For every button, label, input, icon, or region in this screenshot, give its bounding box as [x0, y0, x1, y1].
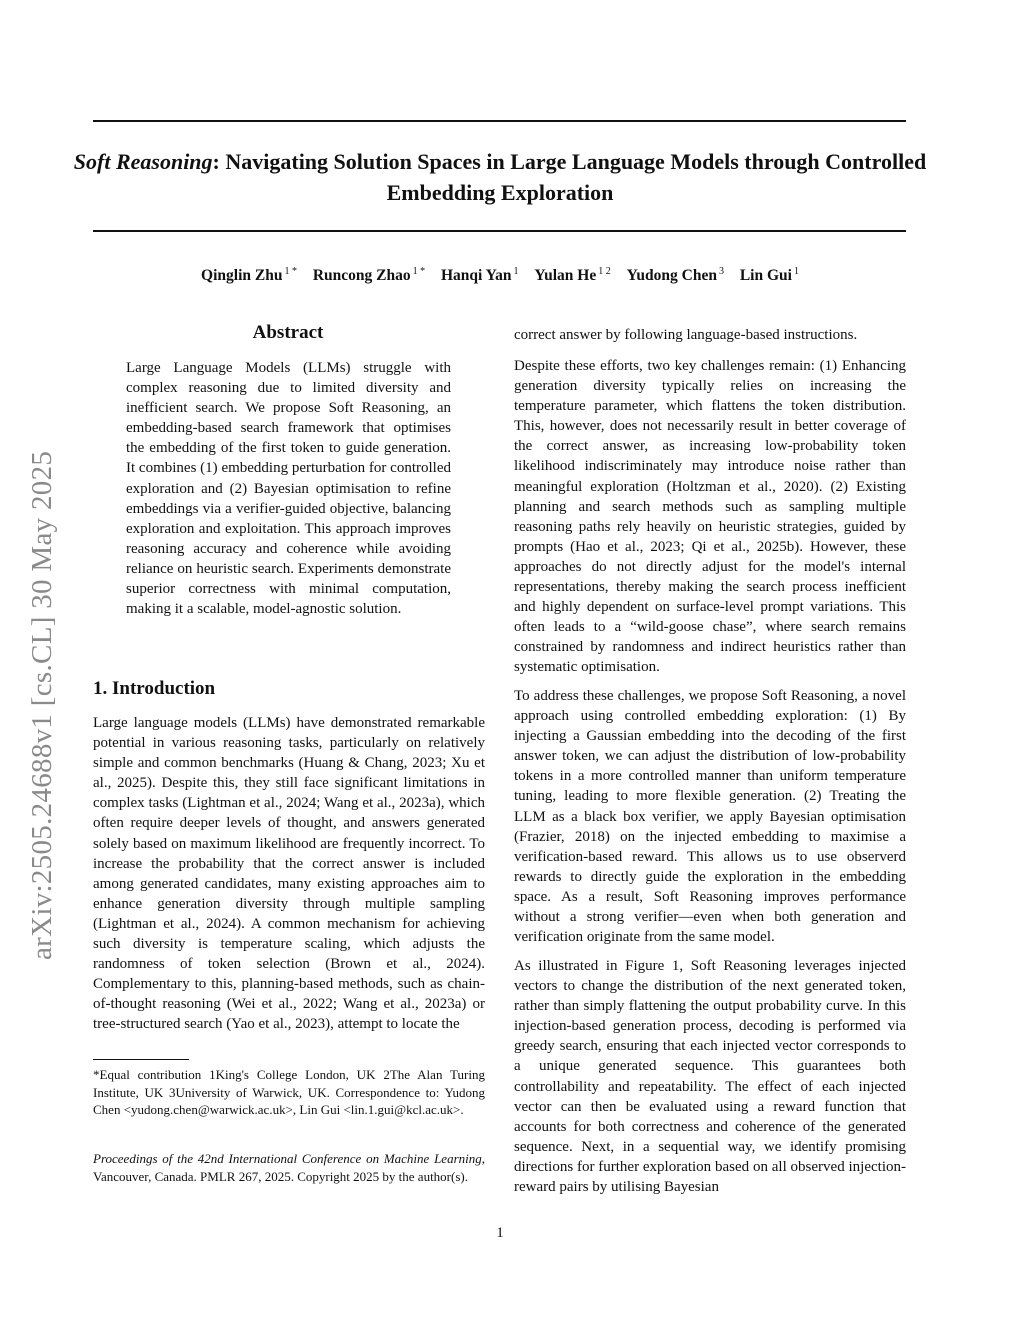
author: Lin Gui $^1$ — [739, 266, 799, 285]
author: Runcong Zhao $^{1 *}$ — [312, 266, 426, 285]
abstract-heading: Abstract — [252, 322, 324, 343]
title-bottom-rule — [93, 230, 906, 232]
author: Qinglin Zhu $^{1 *}$ — [201, 266, 297, 285]
author-list — [80, 266, 920, 285]
affiliation-footnote: *Equal contribution 1King's College London, UK 2The Alan Turing Institute, UK 3University of Warwick, UK. Correspondence to: Yudong Chen <yudong.chen@warwick.ac.uk>, Lin Gui <lin.1.gui@kcl.ac.uk>. — [93, 1067, 485, 1117]
right-paragraph-4: As illustrated in Figure 1, Soft Reasoning leverages injected vectors to change the distribution of the next generated token, rather than simply flattening the output probability curve. In this injection-based generation process, decoding is performed via greedy search, ensuring that each injected vector corresponds to a unique generated sequence. This guarantees both controllability and repeatability. The effect of each injected vector can then be evaluated using a reward function that accounts for both correctness and coherence of the generated sequence. Next, in a sequential way, we identify promising directions for further exploration based on all observed injection-reward pairs by utilising Bayesian — [514, 958, 906, 1196]
proceedings-note — [93, 1150, 485, 1185]
author: Hanqi Yan $^1$ — [440, 266, 519, 285]
abstract-text: Large Language Models (LLMs) struggle with complex reasoning due to limited diversity and inefficient search. We propose Soft Reasoning, an embedding-based search framework that optimises the embedding of the first token to guide generation. It combines (1) embedding perturbation for controlled exploration and (2) Bayesian optimisation to refine embeddings via a verifier-guided objective, balancing exploration and exploitation. This approach improves reasoning accuracy and coherence while avoiding reliance on heuristic search. Experiments demonstrate superior correctness with minimal computation, making it a scalable, model-agnostic solution. — [126, 360, 451, 618]
page-number: 1 — [496, 1225, 504, 1241]
author: Yulan He $^{1 2}$ — [534, 266, 611, 285]
proceedings-venue: Proceedings of the 42nd International Conference on Machine Learning — [93, 1151, 482, 1166]
author: Yudong Chen $^3$ — [626, 266, 724, 285]
title-emphasis: Soft Reasoning — [73, 149, 213, 174]
proceedings-details: , Vancouver, Canada. PMLR 267, 2025. Copyright 2025 by the author(s). — [93, 1151, 485, 1184]
right-paragraph-2: Despite these efforts, two key challenges remain: (1) Enhancing generation diversity typically relies on increasing the temperature parameter, which flattens the token distribution. This, however, does not necessarily result in better coverage of the correct answer, as increasing low-probability token likelihood indiscriminately may introduce noise rather than meaningful exploration (Holtzman et al., 2020). (2) Existing planning and search methods such as sampling multiple reasoning paths rely heavily on heuristic strategies, guided by prompts (Hao et al., 2023; Qi et al., 2025b). However, these approaches do not directly adjust for the model's internal representations, thereby making the search process inefficient and highly dependent on surface-level prompt variations. This often leads to a “wild-goose chase”, where search remains constrained by randomness and indirect heuristics rather than systematic optimisation. — [514, 358, 906, 676]
right-paragraph-1: correct answer by following language-based instructions. — [514, 327, 858, 343]
paper-title — [70, 146, 930, 208]
title-rest: : Navigating Solution Spaces in Large Language Models through Controlled Embedding Exploration — [212, 149, 927, 205]
footnote-rule — [93, 1059, 189, 1060]
title-top-rule — [93, 120, 906, 122]
intro-paragraph: Large language models (LLMs) have demonstrated remarkable potential in various reasoning tasks, particularly on relatively simple and common benchmarks (Huang & Chang, 2023; Xu et al., 2025). Despite this, they still face significant limitations in complex tasks (Lightman et al., 2024; Wang et al., 2023a), which often require deeper levels of thought, and answers generated solely based on maximum likelihood are frequently incorrect. To increase the probability that the correct answer is included among generated candidates, many existing approaches aim to enhance generation diversity through multiple sampling (Lightman et al., 2024). A common mechanism for achieving such diversity is temperature scaling, which adjusts the randomness of token selection (Brown et al., 2024). Complementary to this, planning-based methods, such as chain-of-thought reasoning (Wei et al., 2022; Wang et al., 2023a) or tree-structured search (Yao et al., 2023), attempt to locate the — [93, 715, 485, 1033]
right-paragraph-3: To address these challenges, we propose Soft Reasoning, a novel approach using controlled embedding exploration: (1) By injecting a Gaussian embedding into the decoding of the first answer token, we can adjust the distribution of low-probability tokens in a more controlled manner than uniform temperature tuning, leading to more flexible generation. (2) Treating the LLM as a black box verifier, we apply Bayesian optimisation (Frazier, 2018) on the injected embedding to maximise a verification-based reward. This allows us to use observerd rewards to directly guide the exploration in the embedding space. As a result, Soft Reasoning improves performance without a strong verifier—even when both generation and verification originate from the same model. — [514, 688, 906, 946]
arxiv-stamp[interactable]: arXiv:2505.24688v1 [cs.CL] 30 May 2025 — [26, 450, 58, 960]
intro-heading: 1. Introduction — [93, 678, 216, 699]
